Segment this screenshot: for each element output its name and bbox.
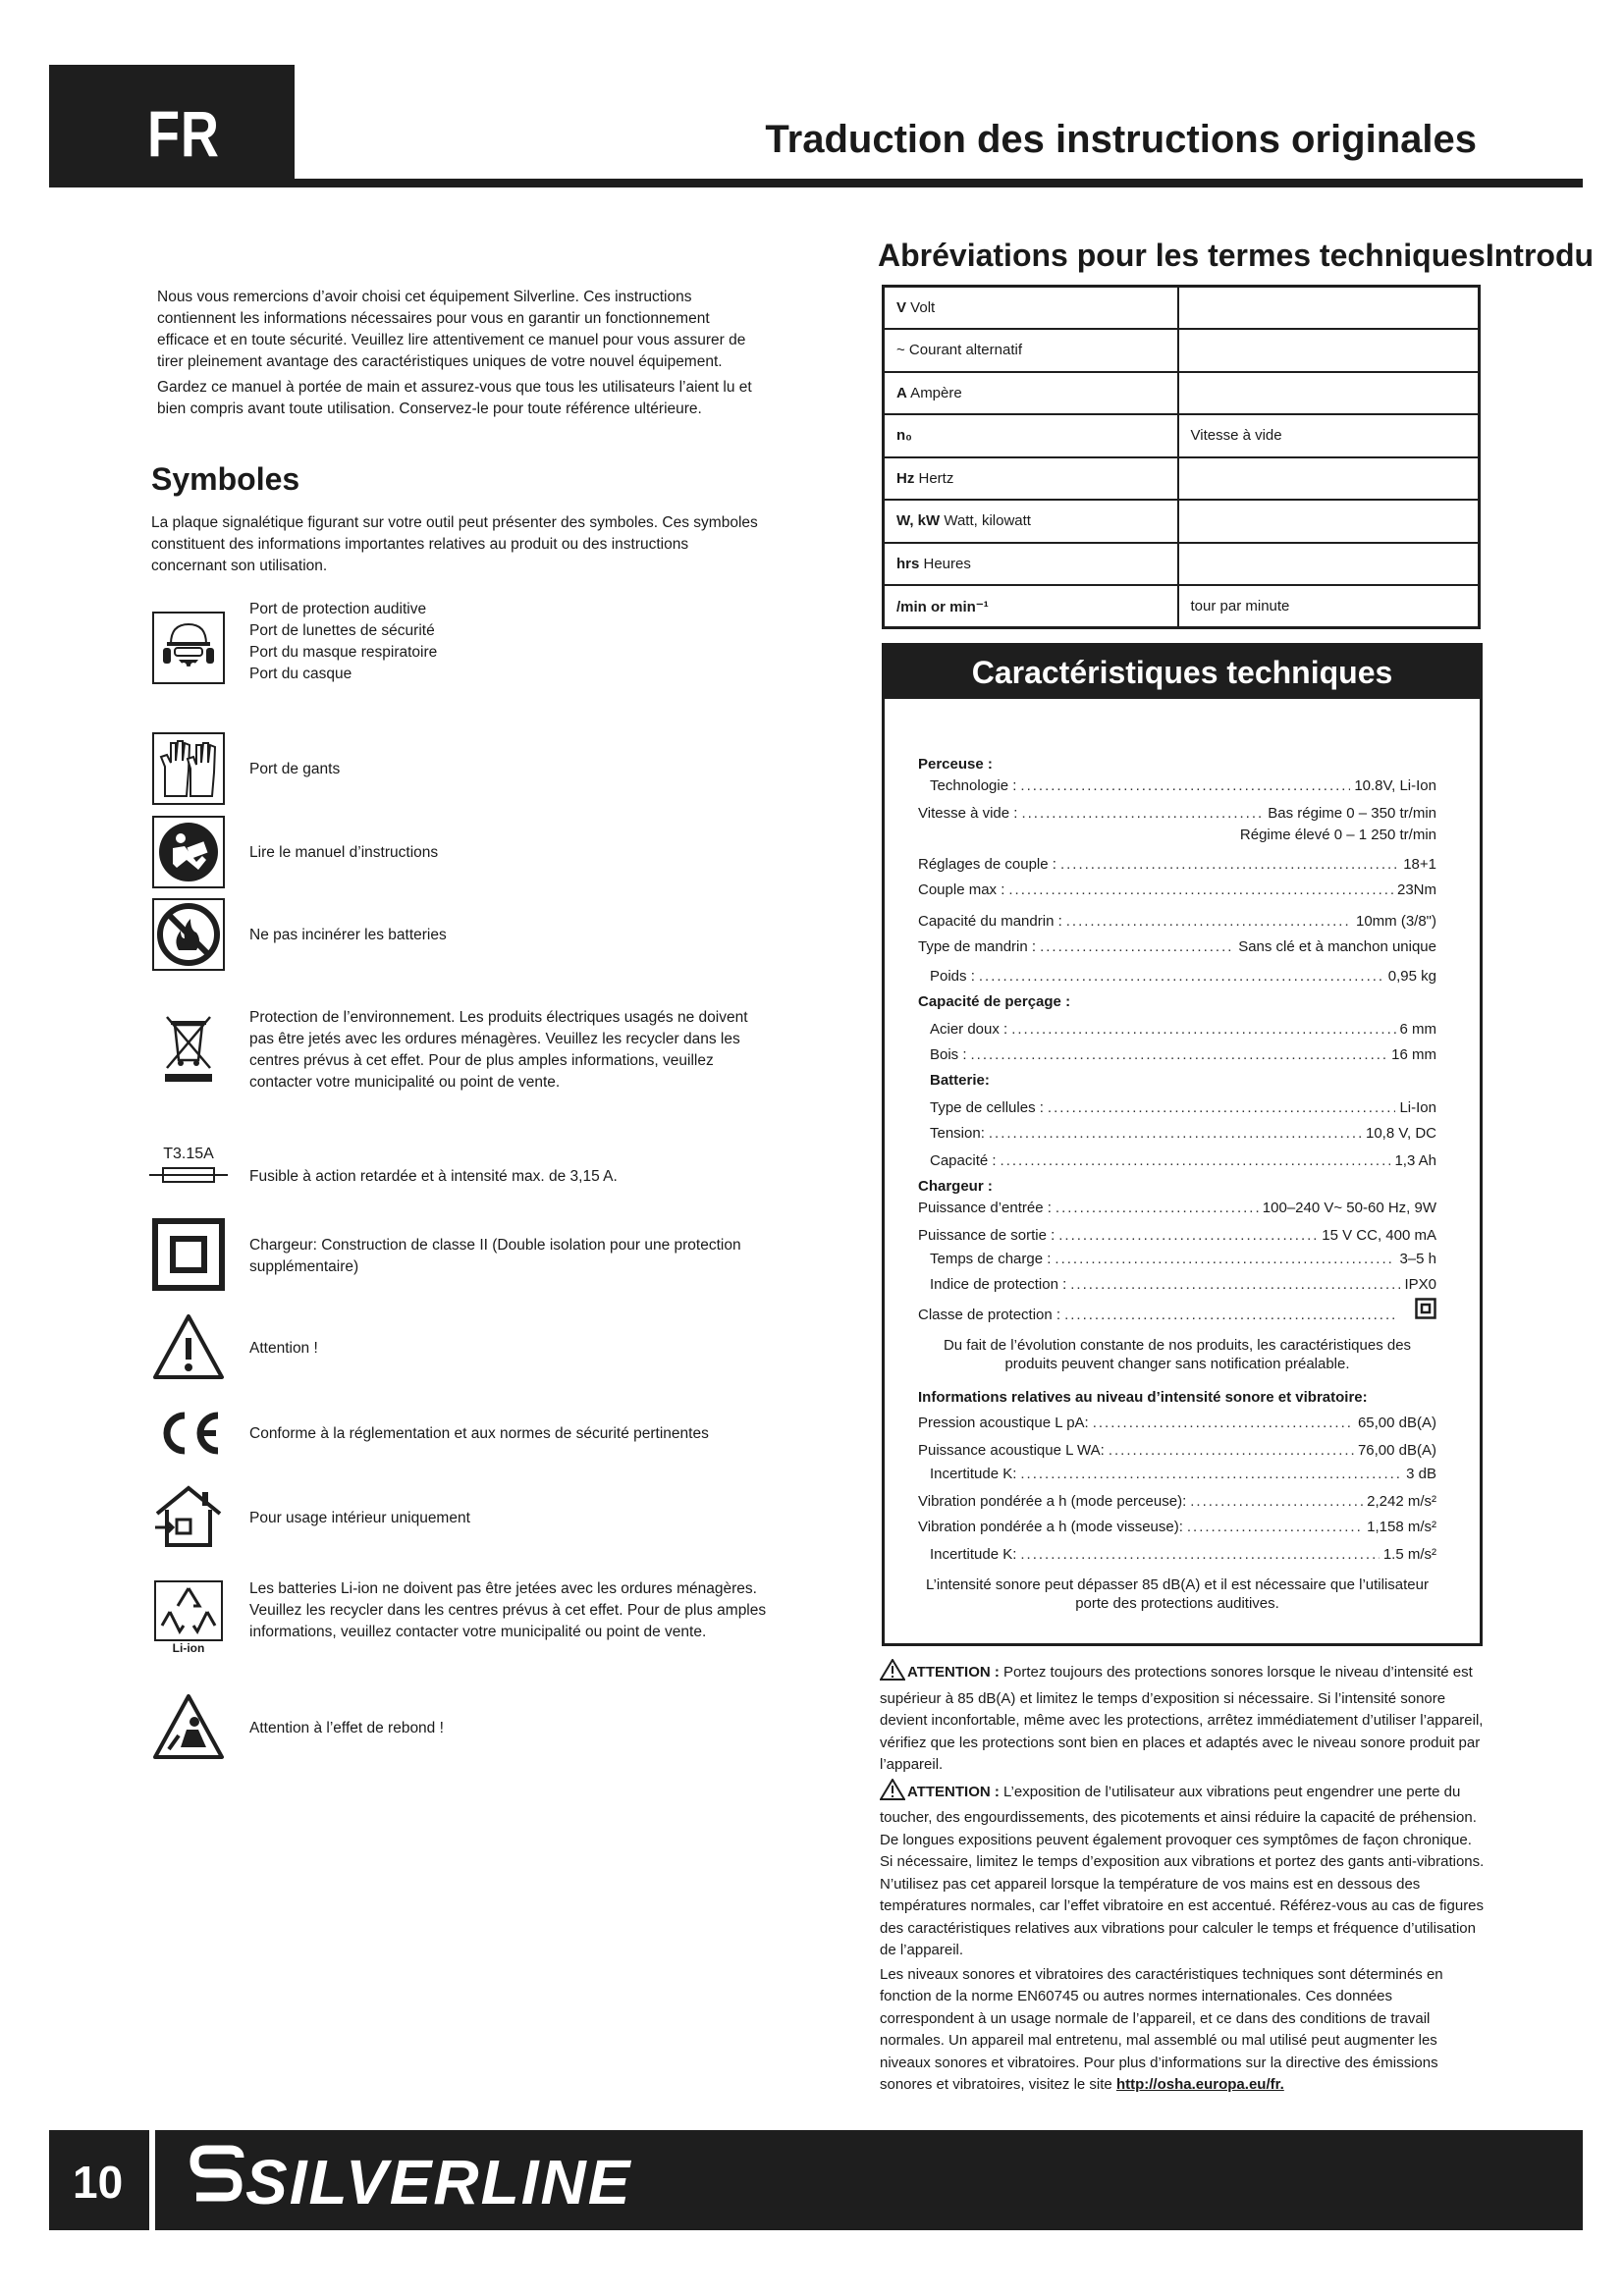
symbol-row — [151, 1480, 470, 1555]
fuse-icon — [151, 1129, 226, 1203]
spec-row: Pression acoustique L pA: ..... 65,00 dB(A) — [918, 1413, 1436, 1434]
spec-row: Puissance d’entrée : ..... 100–240 V~ 50-60 Hz, 9W — [918, 1198, 1436, 1219]
spec-noise-note: L’intensité sonore peut dépasser 85 dB(A) et il est nécessaire que l’utilisateur porte des protections auditives. — [926, 1576, 1429, 1612]
language-code: FR — [147, 97, 220, 170]
page-number: 10 — [73, 2157, 124, 2208]
spec-section-heading: Perceuse : — [918, 756, 993, 773]
abbr-right — [1178, 287, 1480, 330]
standards-paragraph — [880, 1964, 1489, 2097]
warning-label: ATTENTION : — [907, 1783, 1000, 1800]
spec-row: Technologie : ..... 10.8V, Li-Ion — [918, 775, 1436, 797]
symbol-row — [151, 815, 439, 889]
symbol-text: Chargeur: Construction de classe II (Double isolation pour une protection — [249, 1237, 741, 1254]
spec-row: Réglages de couple : ..... 18+1 — [918, 854, 1436, 876]
table-row — [884, 543, 1480, 586]
abbr-right: Vitesse à vide — [1178, 414, 1480, 457]
symbol-text: Pour usage intérieur uniquement — [249, 1510, 470, 1526]
symbol-text: Les batteries Li-ion ne doivent pas être jetées avec les ordures ménagères. — [249, 1580, 757, 1597]
spec-row: Type de mandrin : ..... Sans clé et à manchon unique — [918, 936, 1436, 958]
symbol-text: Ne pas incinérer les batteries — [249, 927, 447, 943]
intro-paragraph: Gardez ce manuel à portée de main et assurez-vous que tous les utilisateurs l’aient lu et bien compris avant toute utilisation. Conservez-le pour toute référence ultérieure. — [157, 379, 752, 417]
table-row — [884, 372, 1480, 415]
warning-icon — [151, 1310, 226, 1385]
spec-row: Vitesse à vide : ..... Bas régime 0 – 350 tr/min — [918, 803, 1436, 825]
warning-text: Portez toujours des protections sonores lorsque le niveau d’intensité est supérieur à 85 dB(A) et limitez le temps d’exposition si nécessaire. Si l’intensité sonore devient inconfortable, même avec les protections, arrêtez immédiatement d’utiliser l’appareil, vérifiez que les protections sont bien en places et adaptés avec le niveau sonore produit par l’appareil. — [880, 1664, 1484, 1773]
abbr-term: V — [896, 299, 907, 316]
abbr-right — [1178, 500, 1480, 543]
symbol-row — [151, 897, 447, 972]
spec-row: Bois : ..... 16 mm — [918, 1044, 1436, 1066]
kickback-icon — [151, 1690, 226, 1765]
warning-label: ATTENTION : — [907, 1664, 1000, 1681]
symbol-text: Attention ! — [249, 1340, 318, 1357]
gloves-icon — [151, 731, 226, 806]
abbr-right — [1178, 543, 1480, 586]
abbr-meaning: Volt — [906, 299, 936, 316]
brand-name: SILVERLINE — [245, 2147, 632, 2217]
abbr-term: /min or min⁻¹ — [896, 598, 989, 615]
symbol-text: Port de lunettes de sécurité — [249, 622, 435, 639]
abbr-term: Hz — [896, 469, 915, 487]
spec-row: Vibration pondérée a h (mode visseuse): ..... 1,158 m/s² — [918, 1517, 1436, 1538]
symbol-text: centres prévus à cet effet. Pour de plus amples informations, veuillez — [249, 1052, 714, 1069]
abbr-meaning: Hertz — [914, 469, 954, 487]
spec-evolution-note: Du fait de l’évolution constante de nos produits, les caractéristiques des produits peuvent changer sans notification préalable. — [943, 1337, 1412, 1372]
symbol-text: Port de protection auditive — [249, 601, 427, 617]
abbr-term: hrs — [896, 555, 920, 572]
symbol-text: Fusible à action retardée et à intensité max. de 3,15 A. — [249, 1168, 618, 1185]
table-row — [884, 457, 1480, 501]
symbols-title: Symboles — [151, 461, 300, 497]
abbr-right — [1178, 457, 1480, 501]
spec-row: Type de cellules : ..... Li-Ion — [918, 1097, 1436, 1119]
symbol-text: Protection de l’environnement. Les produits électriques usagés ne doivent — [249, 1009, 748, 1026]
spec-row: Acier doux : ..... 6 mm — [918, 1019, 1436, 1041]
spec-section-heading: Chargeur : — [918, 1178, 993, 1195]
specifications-title: Caractéristiques techniques — [885, 646, 1480, 699]
symbol-text: supplémentaire) — [249, 1258, 359, 1275]
spec-section-heading: Batterie: — [930, 1072, 990, 1089]
osha-link[interactable]: http://osha.europa.eu/fr. — [1115, 2076, 1284, 2093]
symbol-text: pas être jetés avec les ordures ménagères. Veuillez les recycler dans les — [249, 1031, 740, 1047]
symbol-row — [151, 1310, 318, 1385]
warning-text: L’exposition de l’utilisateur aux vibrations peut engendrer une perte du toucher, des engourdissements, des picotements et ainsi réduire la capacité de préhension. De longues expositions peuvent également provoquer ces symptômes de façon chronique. Si nécessaire, limitez le temps d’exposition aux vibrations et portez des gants anti-vibrations. N’utilisez pas cet appareil lorsque la température de vos mains est en dessous des températures normales, car l’effet vibratoire en est accentué. Référez-vous au cas de figures des caractéristiques relatives aux vibrations pour calculer le temps et fréquence d’utilisation de l’appareil. — [880, 1783, 1485, 1958]
warnings-section — [880, 1659, 1489, 2099]
spec-row: Tension: ..... 10,8 V, DC — [918, 1123, 1436, 1145]
page-title: Traduction des instructions originales — [765, 118, 1477, 161]
intro-paragraph: Nous vous remercions d’avoir choisi cet équipement Silverline. Ces instructions contiennent les informations nécessaires pour vous en garantir un fonctionnement efficace et en toute sécurité. Veuillez lire attentivement ce manuel pour vous assurer de tirer pleinement avantage des caractéristiques uniques de votre nouvel équipement. — [157, 289, 746, 370]
standards-text: Les niveaux sonores et vibratoires des caractéristiques techniques sont déterminés en fonction de la norme EN60745 ou autres normes internationales. Ces données correspondent à un usage normale de l’appareil, et ce dans des conditions de travail normales. Un appareil mal entretenu, mal assemblé ou mal utilisé peut augmenter les niveaux sonores et vibratoires. Pour plus d’informations sur la directive des émissions sonores et vibratoires, visitez le site — [880, 1965, 1443, 2093]
spec-row: Poids : ..... 0,95 kg — [918, 966, 1436, 988]
class-ii-icon — [1415, 1298, 1436, 1326]
symbol-text: Conforme à la réglementation et aux normes de sécurité pertinentes — [249, 1425, 709, 1442]
symbol-row — [151, 601, 438, 685]
warning-paragraph — [880, 1659, 1489, 1777]
spec-row: Puissance acoustique L WA: ..... 76,00 dB(A) — [918, 1440, 1436, 1462]
symbol-row — [151, 1217, 741, 1292]
weee-bin-icon — [151, 1011, 226, 1086]
li-ion-recycle-icon — [151, 1580, 226, 1655]
abbr-meaning: Ampère — [906, 384, 962, 401]
abbr-meaning: Watt, kilowatt — [940, 512, 1031, 530]
symbol-text: contacter votre municipalité ou point de vente. — [249, 1074, 561, 1091]
ppe-head-protection-icon — [151, 611, 226, 685]
silverline-logo-icon — [187, 2136, 247, 2229]
warning-icon — [880, 1659, 905, 1688]
table-row — [884, 414, 1480, 457]
symbol-text: informations, veuillez contacter votre municipalité ou point de vente. — [249, 1624, 707, 1640]
warning-paragraph — [880, 1779, 1489, 1962]
symbols-description: La plaque signalétique figurant sur votre outil peut présenter des symboles. Ces symboles constituent des informations importantes relatives au produit ou des instructions concernant son utilisation. — [151, 514, 758, 574]
spec-section-heading: Capacité de perçage : — [918, 993, 1071, 1010]
spec-row: Couple max : ..... 23Nm — [918, 880, 1436, 901]
no-incinerate-icon — [151, 897, 226, 972]
symbol-row — [151, 1396, 709, 1470]
spec-row: Vibration pondérée a h (mode perceuse): ..... 2,242 m/s² — [918, 1491, 1436, 1513]
spec-row: Capacité du mandrin : ..... 10mm (3/8") — [918, 911, 1436, 933]
spec-row: Classe de protection : ..... — [918, 1298, 1436, 1326]
table-row — [884, 500, 1480, 543]
symbol-row — [151, 731, 341, 806]
header-rule — [49, 179, 1583, 187]
symbol-text: Lire le manuel d’instructions — [249, 844, 439, 861]
abbr-right: tour par minute — [1178, 585, 1480, 628]
fuse-rating: T3.15A — [163, 1146, 214, 1162]
intro-section — [157, 287, 766, 420]
table-row — [884, 329, 1480, 372]
warning-icon — [880, 1779, 905, 1808]
symbol-text: Attention à l’effet de rebond ! — [249, 1720, 444, 1736]
spec-row: Indice de protection : ..... IPX0 — [918, 1274, 1436, 1296]
spec-row: Puissance de sortie : ..... 15 V CC, 400 mA — [918, 1225, 1436, 1247]
read-manual-icon — [151, 815, 226, 889]
symbol-row — [151, 1129, 618, 1203]
symbol-text: Veuillez les recycler dans les centres prévus à cet effet. Pour de plus amples — [249, 1602, 767, 1619]
table-row — [884, 585, 1480, 628]
abbreviations-table — [882, 285, 1481, 629]
abbreviations-title: Abréviations pour les termes techniquesIntrodu — [878, 238, 1595, 273]
ce-mark-icon — [151, 1396, 226, 1470]
abbr-meaning: ~ Courant alternatif — [896, 342, 1022, 359]
abbr-right — [1178, 329, 1480, 372]
symbol-row — [151, 1690, 444, 1765]
spec-row: Incertitude K: ..... 3 dB — [918, 1464, 1436, 1485]
symbol-row — [151, 1580, 767, 1655]
class-ii-icon — [151, 1217, 226, 1292]
abbr-right — [1178, 372, 1480, 415]
footer-divider — [149, 2130, 155, 2230]
specifications-box — [882, 643, 1483, 1646]
spec-row-continued: Régime élevé 0 – 1 250 tr/min — [1239, 827, 1436, 843]
spec-row: Capacité : ..... 1,3 Ah — [918, 1150, 1436, 1172]
abbr-term: A — [896, 384, 907, 401]
symbol-row — [151, 1009, 748, 1091]
spec-row: Temps de charge : ..... 3–5 h — [918, 1249, 1436, 1270]
abbr-meaning: Heures — [919, 555, 971, 572]
symbol-text: Port du masque respiratoire — [249, 644, 438, 661]
symbol-text: Port de gants — [249, 761, 341, 777]
indoor-use-icon — [151, 1480, 226, 1555]
specifications-body — [885, 699, 1480, 1613]
abbr-term: W, kW — [896, 512, 941, 530]
abbr-term: n₀ — [896, 427, 912, 445]
symbol-text: Port du casque — [249, 666, 352, 682]
table-row — [884, 287, 1480, 330]
spec-row: Incertitude K: ..... 1.5 m/s² — [918, 1544, 1436, 1566]
li-ion-label: Li-ion — [172, 1641, 205, 1655]
spec-section-heading: Informations relatives au niveau d’intensité sonore et vibratoire: — [918, 1389, 1368, 1406]
